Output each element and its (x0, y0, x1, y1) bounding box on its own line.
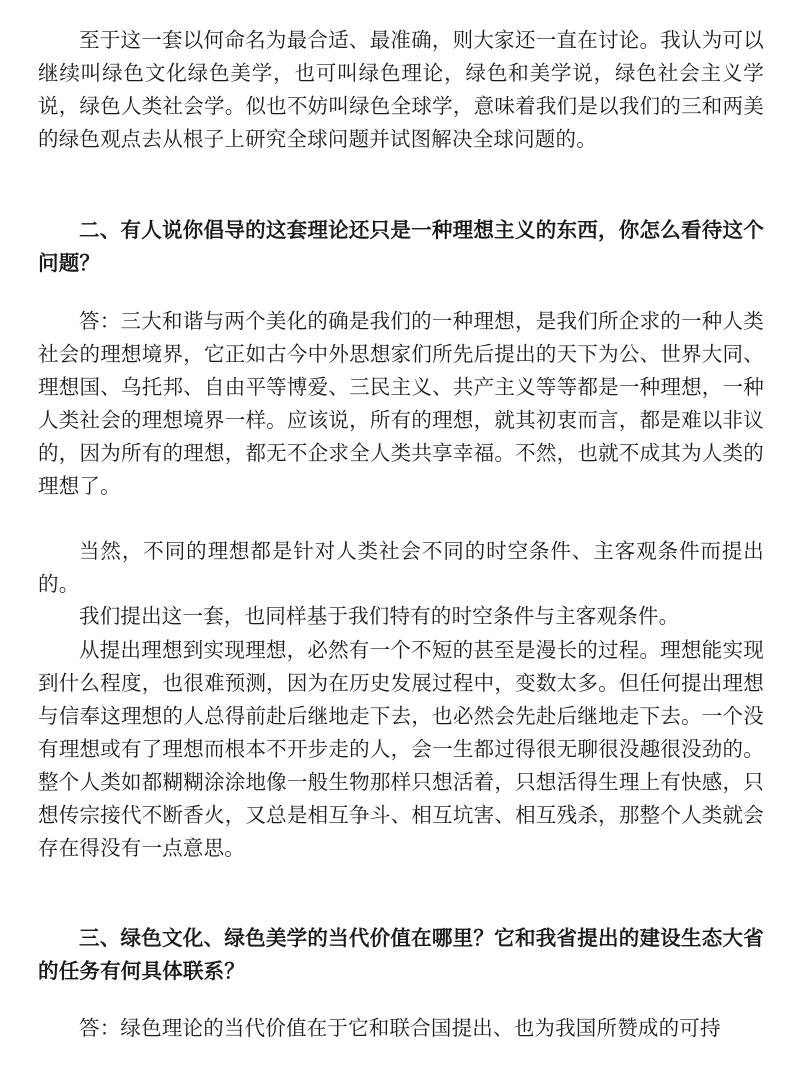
answer-paragraph-ideal: 答：三大和谐与两个美化的确是我们的一种理想，是我们所企求的一种人类社会的理想境界，它正如古今中外思想家们所先后提出的天下为公、世界大同、理想国、乌托邦、自由平等博爱、三民主义、共产主义等等都是一种理想，一种人类社会的理想境界一样。应该说，所有的理想，就其初衷而言，都是难以非议的，因为所有的理想，都无不企求全人类共享幸福。不然，也就不成其为人类的理想了。 (38, 309, 764, 498)
paragraph-naming-discussion: 至于这一套以何命名为最合适、最准确，则大家还一直在讨论。我认为可以继续叫绿色文化绿色美学，也可叫绿色理论，绿色和美学说，绿色社会主义学说，绿色人类社会学。似也不妨叫绿色全球学，意味着我们是以我们的三和两美的绿色观点去从根子上研究全球问题并试图解决全球问题的。 (38, 28, 764, 151)
question-heading-3: 三、绿色文化、绿色美学的当代价值在哪里？它和我省提出的建设生态大省的任务有何具体联系？ (38, 926, 764, 983)
answer-paragraph-value: 答：绿色理论的当代价值在于它和联合国提出、也为我国所赞成的可持 (79, 1016, 721, 1040)
paragraph-realizing-ideal: 从提出理想到实现理想，必然有一个不短的甚至是漫长的过程。理想能实现到什么程度，也很难预测，因为在历史发展过程中，变数太多。但任何提出理想与信奉这理想的人总得前赴后继地走下去，也必然会先赴后继地走下去。一个没有理想或有了理想而根本不开步走的人，会一生都过得很无聊很没趣很没劲的。整个人类如都糊糊涂涂地像一般生物那样只想活着，只想活得生理上有快感，只想传宗接代不断香火，又总是相互争斗、相互坑害、相互残杀，那整个人类就会存在得没有一点意思。 (38, 638, 764, 860)
question-heading-2: 二、有人说你倡导的这套理论还只是一种理想主义的东西，你怎么看待这个问题？ (38, 218, 764, 275)
paragraph-conditions: 当然，不同的理想都是针对人类社会不同的时空条件、主客观条件而提出的。 (38, 539, 764, 596)
paragraph-our-conditions: 我们提出这一套，也同样基于我们特有的时空条件与主客观条件。 (79, 604, 680, 628)
